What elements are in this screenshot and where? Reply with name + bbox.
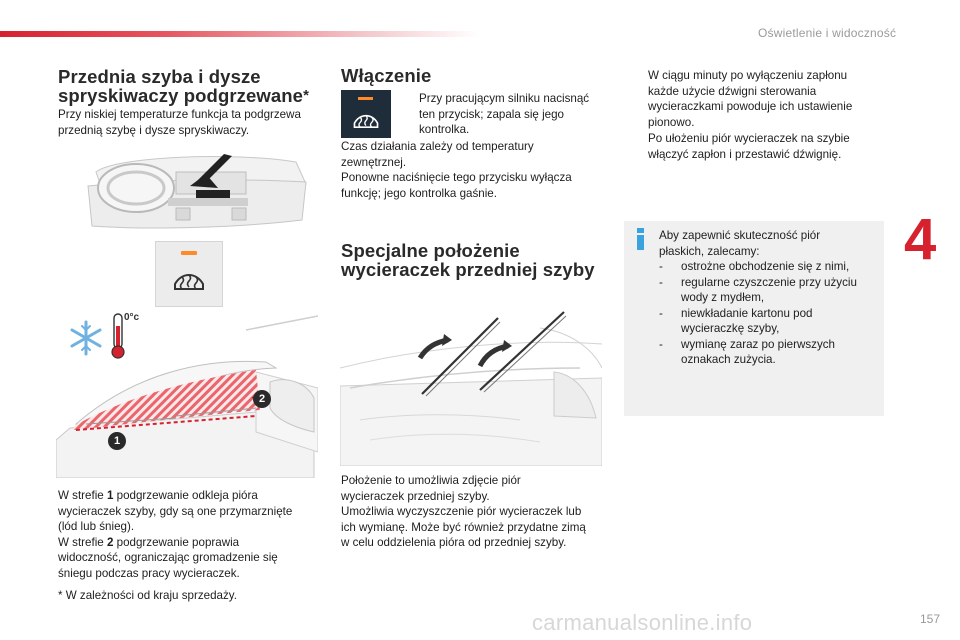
dash: - <box>659 260 663 273</box>
info-item-text <box>681 275 857 306</box>
chapter-number: 4 <box>904 207 937 272</box>
para2-line2: funkcję; jego kontrolka gaśnie. <box>341 186 497 200</box>
bullet-marker <box>395 91 409 138</box>
zone-2-callout: 2 <box>253 390 271 408</box>
zone2-prefix: W strefie <box>58 535 107 549</box>
wiper-title-line2: wycieraczek przedniej szyby <box>341 259 595 280</box>
wiper-service-illustration <box>340 308 602 466</box>
zone2-line3: śniegu podczas pracy wycieraczek. <box>58 566 240 580</box>
right-bullet-2-text <box>648 131 850 162</box>
activation-line2: ten przycisk; zapala się jego <box>419 107 564 121</box>
para1-line1: Czas działania zależy od temperatury <box>341 140 534 153</box>
dash: - <box>659 337 663 351</box>
zone2-line1 <box>58 535 328 551</box>
left-title <box>58 67 328 105</box>
zone1-line1 <box>58 488 328 504</box>
zone1-prefix: W strefie <box>58 489 107 502</box>
info-item-4-line1: wymianę zaraz po pierwszych <box>681 337 835 351</box>
desc-line3: Umożliwia wyczyszczenie piór wycieraczek lub <box>341 505 582 518</box>
left-intro-line2: przednią szybę i dysze spryskiwaczy. <box>58 123 250 137</box>
left-title-line1: Przednia szyba i dysze <box>58 66 261 87</box>
desc-line4: ich wymianę. Może być również przydatne zimą <box>341 520 586 534</box>
zone1-line3: (lód lub śnieg). <box>58 520 135 533</box>
info-item-text <box>681 337 835 368</box>
info-item-1-line1: ostrożne obchodzenie się z nimi, <box>681 260 850 273</box>
wiper-position-title <box>341 241 616 279</box>
rb1-line3: wycieraczkami powoduje ich ustawienie <box>648 100 853 113</box>
header-accent-bar <box>0 31 480 37</box>
activation-bullet <box>395 91 607 138</box>
thermometer-label: 0°c <box>124 312 140 323</box>
right-bullet-2 <box>624 131 884 162</box>
info-item <box>659 275 879 306</box>
info-item <box>659 259 879 275</box>
footnote-mark: * <box>303 87 309 104</box>
info-item-text <box>681 306 813 337</box>
info-item-3-line2: wycieraczkę szyby, <box>681 322 780 335</box>
para2-line1: Ponowne naciśnięcie tego przycisku wyłącza <box>341 171 572 184</box>
activation-title: Włączenie <box>341 65 432 86</box>
switch-windscreen-icon <box>352 108 380 130</box>
right-bullet-2-marker <box>624 131 638 162</box>
info-item-3-line1: niewkładanie kartonu pod <box>681 306 813 320</box>
zone1-rest: podgrzewanie odkleja pióra <box>113 489 258 502</box>
info-item <box>659 306 879 337</box>
dash: - <box>659 306 663 320</box>
rb2-line2: włączyć zapłon i przestawić dźwignię. <box>648 147 842 161</box>
activation-line3: kontrolka. <box>419 123 470 136</box>
info-item <box>659 337 879 368</box>
info-intro-line1: Aby zapewnić skuteczność piór <box>659 229 821 242</box>
activation-paragraphs <box>341 139 611 201</box>
info-item-4-line2: oznakach zużycia. <box>681 353 776 366</box>
info-intro-line2: płaskich, zalecamy: <box>659 244 760 258</box>
heated-windscreen-illustration <box>56 312 318 478</box>
wiper-title-line1: Specjalne położenie <box>341 240 520 261</box>
footnote: * W zależności od kraju sprzedaży. <box>58 589 237 602</box>
zone-1-callout: 1 <box>108 432 126 450</box>
heated-windscreen-button <box>155 241 223 307</box>
zone2-line2: widoczność, ograniczając gromadzenie się <box>58 551 278 564</box>
rb1-line2: każde użycie dźwigni sterowania <box>648 84 817 98</box>
info-content <box>659 228 879 368</box>
desc-line5: w celu oddzielenia pióra od przedniej szyby. <box>341 536 567 549</box>
activation-bullet-text <box>419 91 589 138</box>
rb1-line4: pionowo. <box>648 115 695 129</box>
dashboard-illustration <box>56 142 318 238</box>
heated-windscreen-icon <box>172 266 206 292</box>
desc-line1: Położenie to umożliwia zdjęcie piór <box>341 474 521 487</box>
left-intro <box>58 107 328 138</box>
zone1-line2: wycieraczek szyby, gdy są one przymarznięte <box>58 504 293 518</box>
info-item-2-line1: regularne czyszczenie przy użyciu <box>681 275 857 289</box>
zone2-number: 2 <box>106 535 114 549</box>
page-number: 157 <box>920 612 941 626</box>
right-bullet-1 <box>624 68 884 130</box>
right-bullet-1-marker <box>624 68 638 130</box>
wiper-description <box>341 473 616 551</box>
info-icon <box>634 228 647 250</box>
info-item-2-line2: wody z mydłem, <box>681 291 765 304</box>
heated-windscreen-switch <box>341 90 391 138</box>
left-title-line2 <box>58 86 328 105</box>
para1-line2: zewnętrznej. <box>341 155 407 169</box>
zone1-number: 1 <box>106 489 114 502</box>
left-title-line2-text: spryskiwaczy podgrzewane <box>58 85 304 106</box>
right-bullet-1-text <box>648 68 852 130</box>
info-list <box>659 259 879 368</box>
watermark: carmanualsonline.info <box>532 610 753 635</box>
switch-indicator-led <box>358 97 373 100</box>
zone-description <box>58 488 328 581</box>
info-item-text <box>681 259 849 275</box>
rb1-line1: W ciągu minuty po wyłączeniu zapłonu <box>648 69 848 82</box>
section-title: Oświetlenie i widoczność <box>758 26 897 40</box>
desc-line2: wycieraczek przedniej szyby. <box>341 489 490 503</box>
button-indicator-led <box>181 251 197 255</box>
activation-line1: Przy pracującym silniku nacisnąć <box>419 92 590 105</box>
dash: - <box>659 275 663 289</box>
rb2-line1: Po ułożeniu piór wycieraczek na szybie <box>648 132 850 145</box>
zone2-rest: podgrzewanie poprawia <box>113 535 240 549</box>
left-intro-line1: Przy niskiej temperaturze funkcja ta podgrzewa <box>58 108 301 121</box>
